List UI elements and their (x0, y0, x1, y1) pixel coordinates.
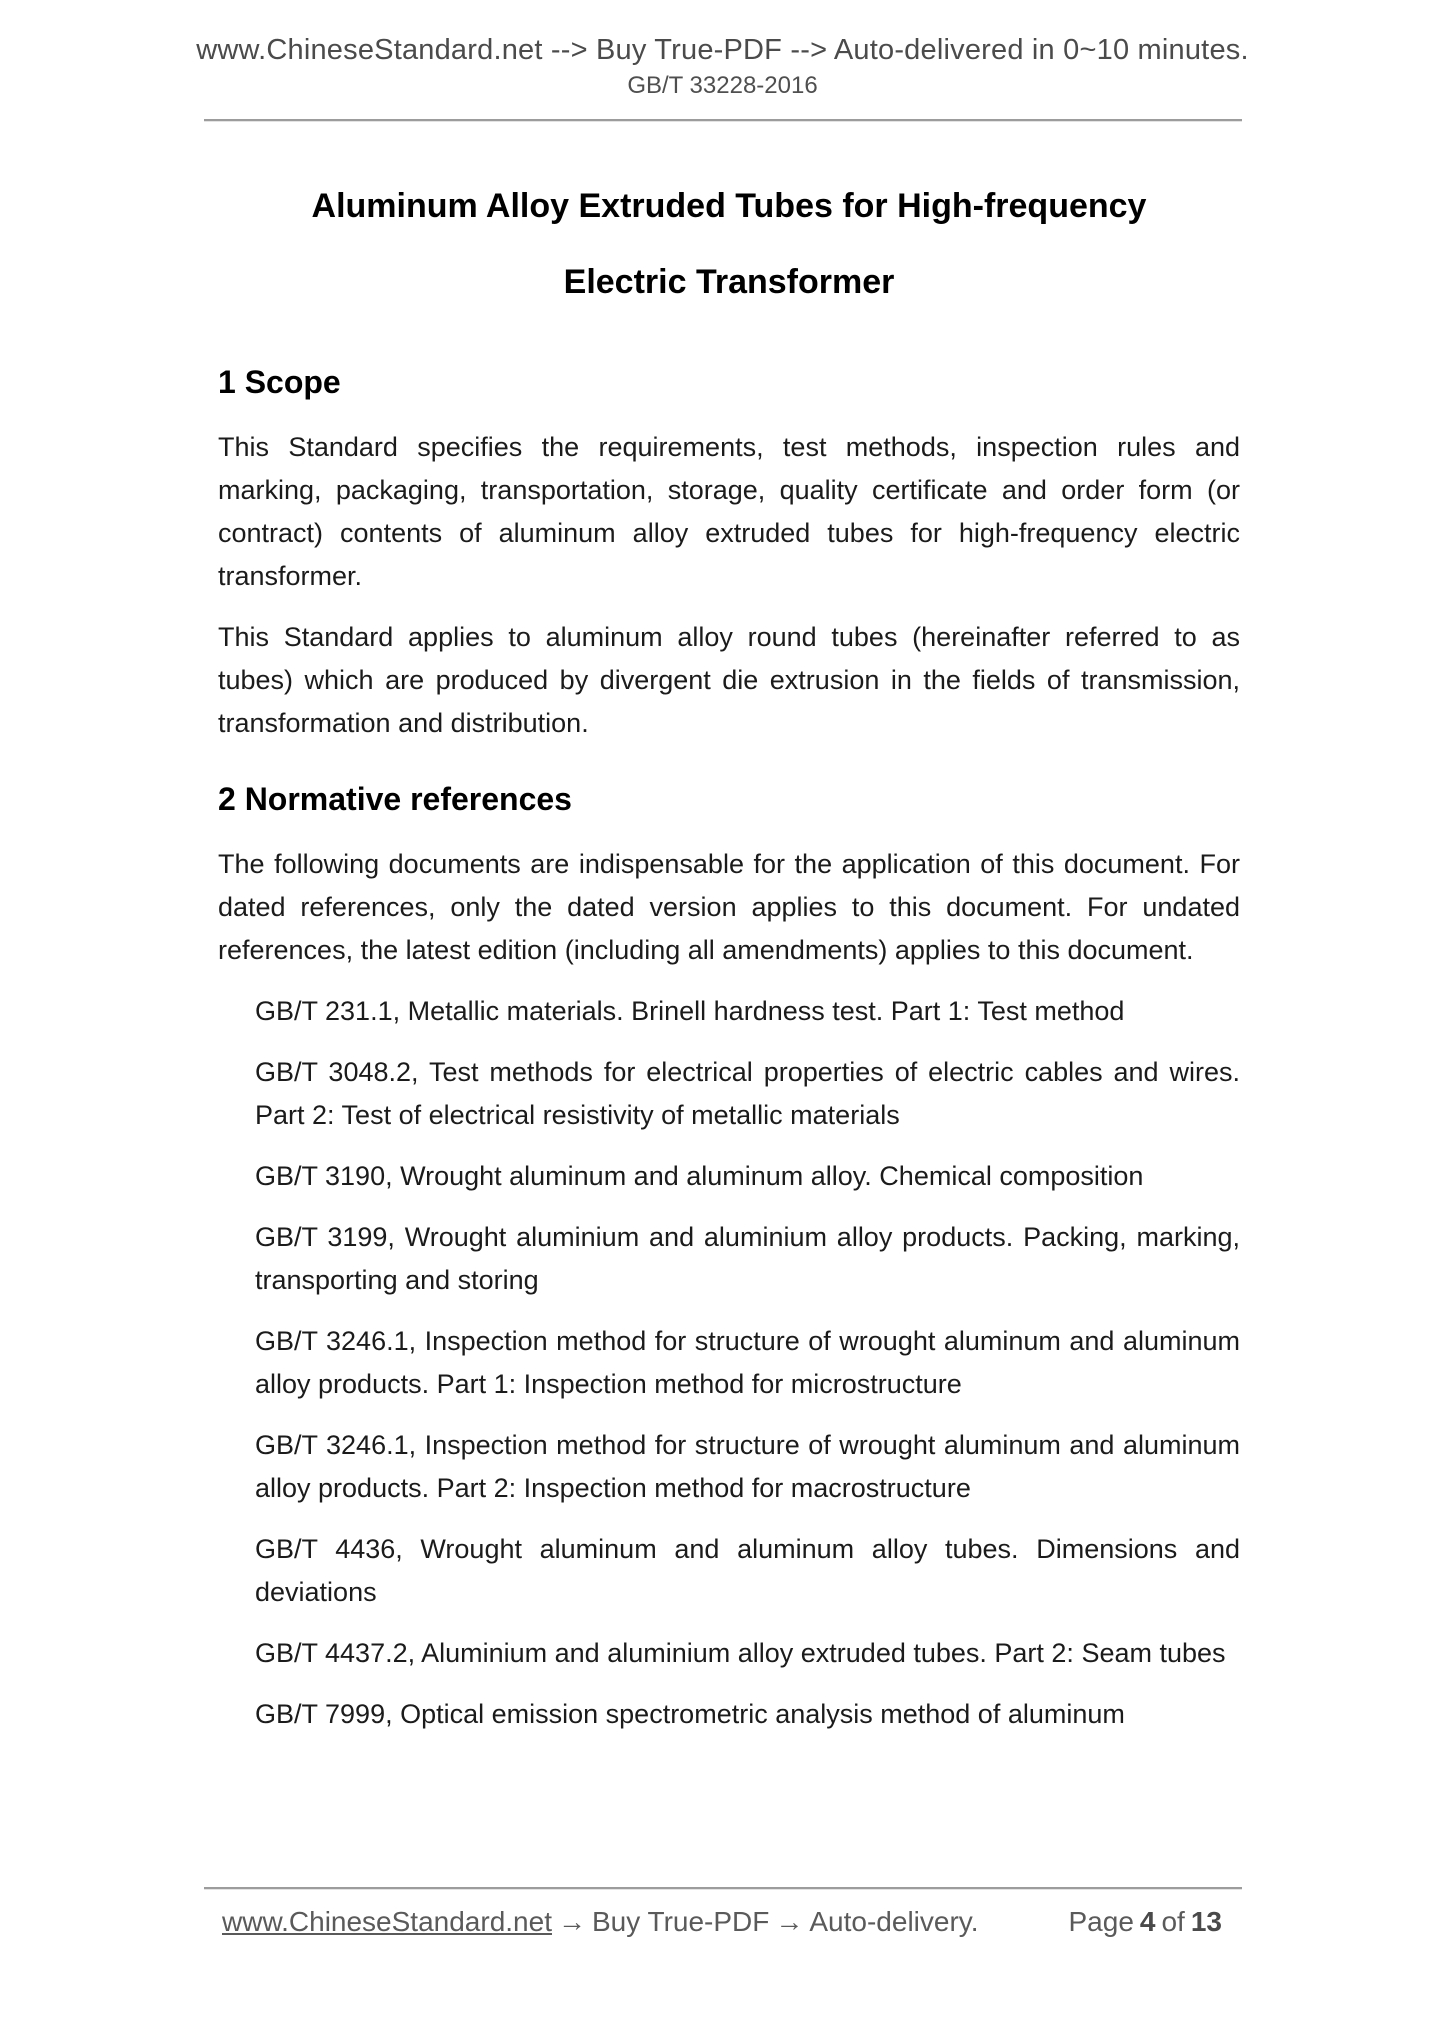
reference-item: GB/T 3246.1, Inspection method for structure of wrought aluminum and aluminum alloy products. Part 2: Inspection method for macrostructure (255, 1430, 1240, 1503)
footer-promo (222, 1906, 978, 1938)
scope-paragraph: This Standard applies to aluminum alloy round tubes (hereinafter referred to as tubes) which are produced by divergent die extrusion in the fields of transmission, transformation and distribution. (218, 622, 1240, 738)
current-page-number: 4 (1139, 1906, 1156, 1937)
page-indicator (1066, 1906, 1226, 1938)
page-footer (222, 1906, 1225, 1938)
reference-item: GB/T 3190, Wrought aluminum and aluminum alloy. Chemical composition (255, 1161, 1144, 1191)
right-arrow-icon: → (775, 1906, 804, 1937)
section-heading-normative-references: 2 Normative references (218, 781, 572, 817)
title-line-1: Aluminum Alloy Extruded Tubes for High-frequency (311, 187, 1147, 225)
title-line-2: Electric Transformer (563, 263, 895, 301)
normative-intro-paragraph: The following documents are indispensable for the application of this document. For dated references, only the dated version applies to this document. For undated references, the latest edition (including all amendments) applies to this document. (218, 849, 1240, 965)
footer-buy-text: Buy True-PDF (591, 1906, 770, 1937)
reference-item: GB/T 7999, Optical emission spectrometric analysis method of aluminum (255, 1699, 1125, 1729)
page-title (218, 168, 1240, 320)
document-body (218, 150, 1240, 1736)
of-label: of (1161, 1906, 1185, 1937)
right-arrow-icon: → (557, 1906, 586, 1937)
total-page-number: 13 (1190, 1906, 1222, 1937)
scope-paragraph: This Standard specifies the requirements, test methods, inspection rules and marking, packaging, transportation, storage, quality certificate and order form (or contract) contents of aluminum alloy extruded tubes for high-frequency electric transformer. (218, 432, 1240, 591)
footer-delivery-text: Auto-delivery. (809, 1906, 979, 1937)
header-promo-text: www.ChineseStandard.net --> Buy True-PDF --> Auto-delivered in 0~10 minutes. (196, 34, 1249, 66)
reference-item: GB/T 4436, Wrought aluminum and aluminum alloy tubes. Dimensions and deviations (255, 1534, 1240, 1607)
reference-item: GB/T 3048.2, Test methods for electrical properties of electric cables and wires. Part 2: Test of electrical resistivity of metallic materials (255, 1057, 1240, 1130)
reference-item: GB/T 231.1, Metallic materials. Brinell hardness test. Part 1: Test method (255, 996, 1125, 1026)
header-divider (204, 119, 1242, 122)
reference-item: GB/T 4437.2, Aluminium and aluminium alloy extruded tubes. Part 2: Seam tubes (255, 1638, 1226, 1668)
section-heading-scope: 1 Scope (218, 364, 341, 400)
header-doc-number: GB/T 33228-2016 (627, 72, 818, 99)
reference-item: GB/T 3246.1, Inspection method for structure of wrought aluminum and aluminum alloy products. Part 1: Inspection method for microstructure (255, 1326, 1240, 1399)
footer-site-link[interactable]: www.ChineseStandard.net (222, 1906, 552, 1937)
footer-divider (204, 1887, 1242, 1890)
page-label: Page (1068, 1906, 1134, 1937)
reference-item: GB/T 3199, Wrought aluminium and aluminium alloy products. Packing, marking, transporting and storing (255, 1222, 1240, 1295)
